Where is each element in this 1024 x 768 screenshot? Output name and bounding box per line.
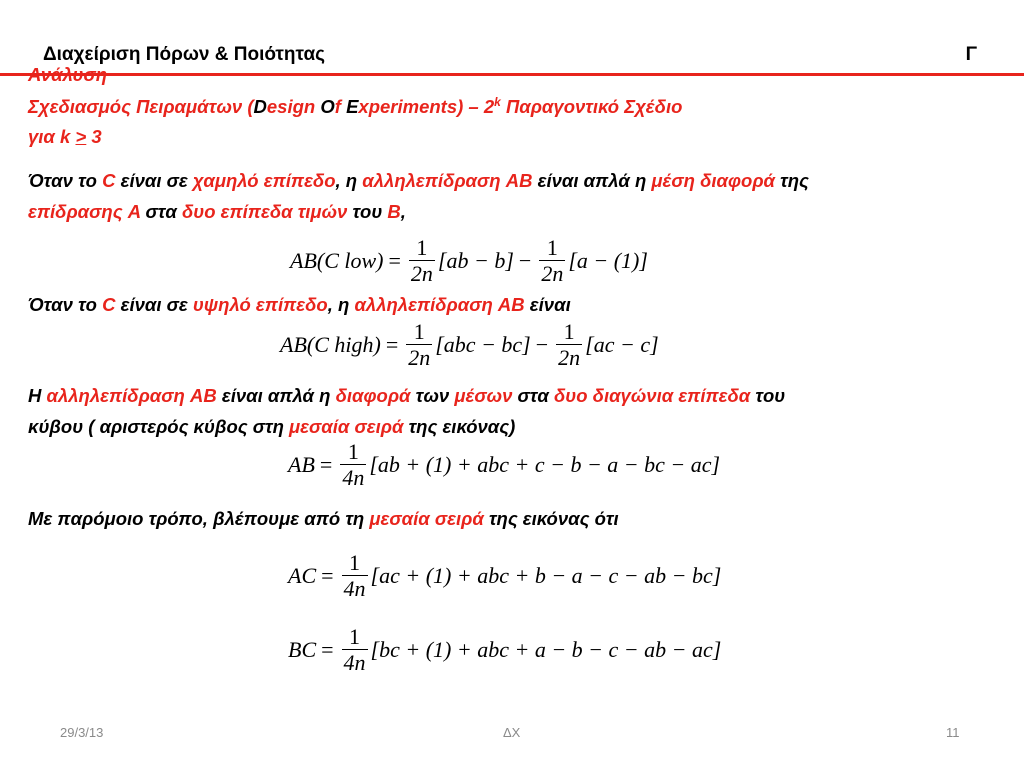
eq-bracket: [ac − c] bbox=[585, 332, 659, 358]
text-run: χαμηλό επίπεδο bbox=[192, 170, 336, 191]
text-run: μέσων bbox=[454, 385, 513, 406]
text-run: είναι απλά η bbox=[216, 385, 336, 406]
eq-denominator: 2n bbox=[410, 261, 433, 287]
text-run: αλληλεπίδραση AB bbox=[354, 294, 525, 315]
eq-numerator: 1 bbox=[413, 319, 425, 344]
slide-header-title: Διαχείριση Πόρων & Ποιότητας bbox=[43, 44, 326, 65]
eq-numerator: 1 bbox=[563, 319, 575, 344]
text-run: C bbox=[102, 294, 116, 315]
text-run: της εικόνας) bbox=[403, 416, 516, 437]
eq-minus: − bbox=[535, 332, 549, 358]
paragraph-1-line-1 bbox=[28, 170, 809, 192]
eq-sign: = bbox=[319, 452, 333, 478]
eq-denominator: 4n bbox=[343, 650, 366, 676]
eq-sign: = bbox=[388, 248, 401, 274]
header-divider bbox=[0, 73, 1024, 76]
paragraph-3-line-1 bbox=[28, 385, 785, 407]
paragraph-4-line bbox=[28, 508, 619, 530]
eq-lhs: AC bbox=[288, 563, 317, 589]
eq-lhs: AB bbox=[288, 452, 315, 478]
subtitle-part: D bbox=[253, 96, 267, 118]
condition-line bbox=[28, 126, 102, 148]
eq-fraction bbox=[342, 551, 368, 601]
eq-fraction bbox=[409, 236, 435, 286]
text-run: στα bbox=[512, 385, 554, 406]
section-title bbox=[28, 64, 107, 86]
condition-part: > bbox=[75, 126, 87, 147]
text-run: δυο διαγώνια επίπεδα bbox=[553, 385, 751, 406]
slide-header-letter: Γ bbox=[965, 44, 977, 65]
equation-ac bbox=[288, 551, 721, 601]
eq-numerator: 1 bbox=[416, 235, 428, 260]
eq-bracket: [a − (1)] bbox=[568, 248, 648, 274]
eq-denominator: 4n bbox=[342, 465, 365, 491]
condition-part: για k bbox=[28, 126, 76, 147]
subtitle-line bbox=[28, 95, 682, 118]
text-run: υψηλό επίπεδο bbox=[192, 294, 328, 315]
subtitle-part: f bbox=[334, 96, 347, 118]
text-run: , η bbox=[335, 170, 363, 191]
section-title-text: Ανάλυση bbox=[28, 64, 108, 85]
eq-fraction bbox=[406, 320, 432, 370]
text-run: διαφορά bbox=[335, 385, 411, 406]
text-run: στα bbox=[140, 201, 182, 222]
equation-ab-c-low bbox=[290, 236, 648, 286]
eq-sign: = bbox=[321, 563, 334, 589]
text-run: είναι σε bbox=[115, 170, 193, 191]
text-run: είναι απλά η bbox=[532, 170, 652, 191]
eq-minus: − bbox=[518, 248, 532, 274]
eq-denominator: 2n bbox=[408, 345, 431, 371]
footer-date: 29/3/13 bbox=[60, 725, 104, 740]
eq-bracket: [ab + (1) + abc + c − b − a − bc − ac] bbox=[369, 452, 721, 478]
eq-lhs: AB(C low) bbox=[290, 248, 384, 274]
text-run: της εικόνας ότι bbox=[483, 508, 619, 529]
subtitle-part: O bbox=[320, 96, 335, 118]
text-run: των bbox=[410, 385, 455, 406]
text-run: είναι σε bbox=[115, 294, 193, 315]
subtitle-part: esign bbox=[266, 96, 321, 118]
text-run: δυο επίπεδα τιμών bbox=[181, 201, 348, 222]
text-run: Με παρόμοιο τρόπο, βλέπουμε από τη bbox=[28, 508, 370, 529]
eq-denominator: 2n bbox=[558, 345, 581, 371]
text-run: C bbox=[102, 170, 116, 191]
eq-fraction bbox=[539, 236, 565, 286]
text-run: αλληλεπίδραση AB bbox=[362, 170, 533, 191]
eq-bracket: [ab − b] bbox=[437, 248, 514, 274]
eq-denominator: 4n bbox=[343, 576, 366, 602]
eq-numerator: 1 bbox=[349, 624, 361, 649]
subtitle-part: E bbox=[346, 96, 359, 118]
footer-page-number: 11 bbox=[946, 725, 960, 740]
text-run: αλληλεπίδραση AB bbox=[46, 385, 217, 406]
text-run: Η bbox=[28, 385, 47, 406]
eq-bracket: [ac + (1) + abc + b − a − c − ab − bc] bbox=[370, 563, 722, 589]
equation-ab bbox=[288, 440, 720, 490]
subtitle-part: xperiments bbox=[358, 96, 458, 118]
text-run: μεσαία σειρά bbox=[289, 416, 404, 437]
text-run: επίδρασης A bbox=[28, 201, 141, 222]
text-run: Όταν το bbox=[28, 170, 103, 191]
eq-numerator: 1 bbox=[349, 550, 361, 575]
eq-lhs: AB(C high) bbox=[280, 332, 381, 358]
text-run: , η bbox=[327, 294, 355, 315]
text-run: του bbox=[750, 385, 786, 406]
eq-denominator: 2n bbox=[541, 261, 564, 287]
text-run: Όταν το bbox=[28, 294, 103, 315]
subtitle-part: Σχεδιασμός Πειραμάτων ( bbox=[28, 96, 254, 118]
equation-ab-c-high bbox=[280, 320, 659, 370]
eq-numerator: 1 bbox=[347, 439, 359, 464]
eq-bracket: [bc + (1) + abc + a − b − c − ab − ac] bbox=[370, 637, 722, 663]
equation-bc bbox=[288, 625, 721, 675]
subtitle-part: Παραγοντικό Σχέδιο bbox=[500, 96, 683, 118]
eq-fraction bbox=[340, 440, 366, 490]
text-run: , bbox=[400, 201, 406, 222]
condition-part: 3 bbox=[86, 126, 102, 147]
text-run: είναι bbox=[524, 294, 571, 315]
text-run: του bbox=[347, 201, 388, 222]
text-run: κύβου ( αριστερός κύβος στη bbox=[28, 416, 290, 437]
eq-sign: = bbox=[385, 332, 399, 358]
eq-lhs: BC bbox=[288, 637, 317, 663]
subtitle-part: ) – 2 bbox=[457, 96, 495, 118]
eq-sign: = bbox=[321, 637, 334, 663]
eq-fraction bbox=[556, 320, 582, 370]
text-run: μέση διαφορά bbox=[651, 170, 776, 191]
text-run: B bbox=[387, 201, 401, 222]
subtitle-superscript: k bbox=[494, 95, 501, 109]
paragraph-2-line bbox=[28, 294, 571, 316]
eq-bracket: [abc − bc] bbox=[435, 332, 531, 358]
eq-fraction bbox=[342, 625, 368, 675]
text-run: μεσαία σειρά bbox=[369, 508, 484, 529]
footer-author: ΔΧ bbox=[503, 725, 521, 740]
eq-numerator: 1 bbox=[546, 235, 558, 260]
text-run: της bbox=[775, 170, 809, 191]
paragraph-3-line-2 bbox=[28, 416, 515, 438]
paragraph-1-line-2 bbox=[28, 201, 406, 223]
